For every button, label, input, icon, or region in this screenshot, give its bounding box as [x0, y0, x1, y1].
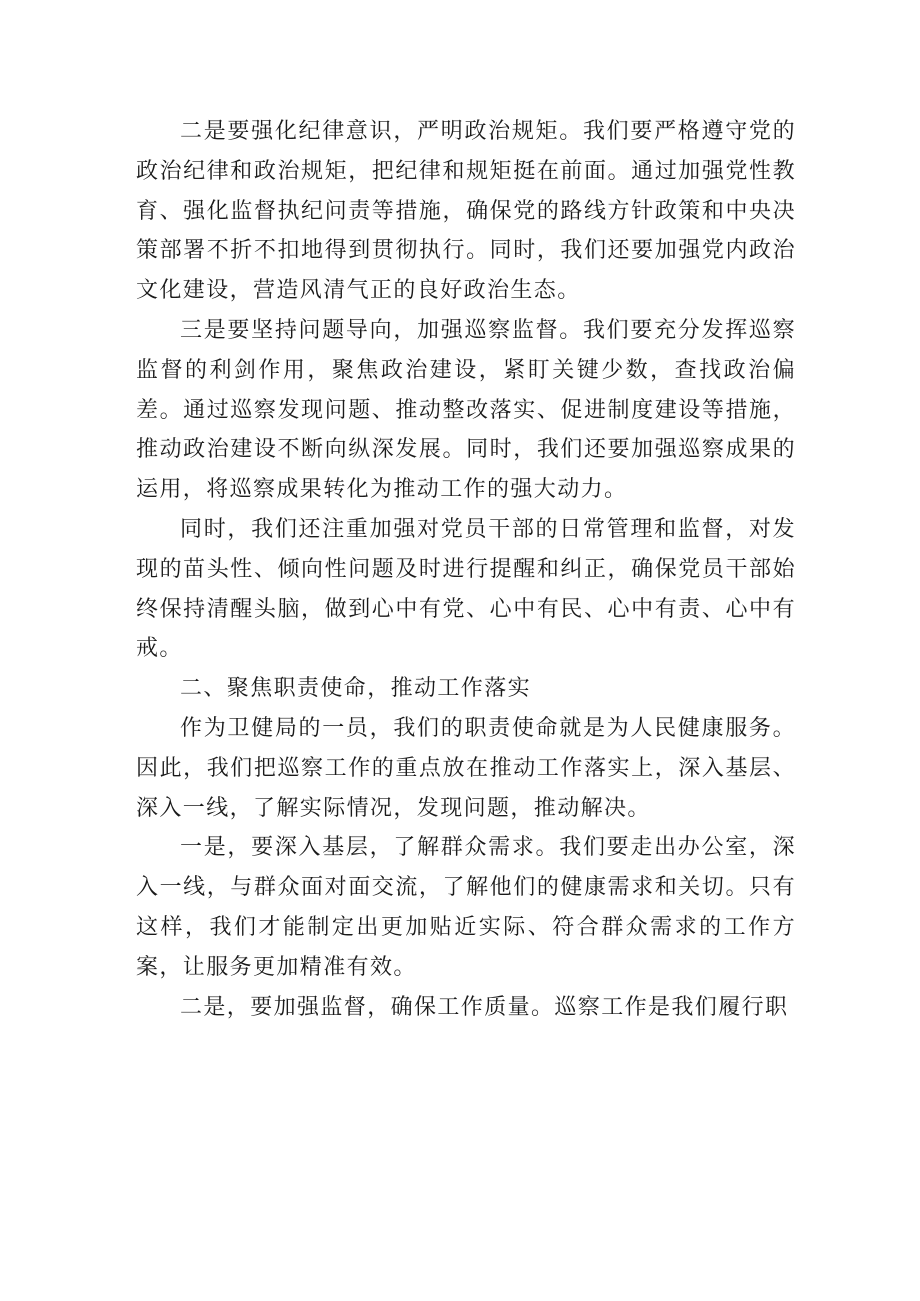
paragraph-inspection-supervision: 三是要坚持问题导向，加强巡察监督。我们要充分发挥巡察监督的利剑作用，聚焦政治建设，紧盯关键少数，查找政治偏差。通过巡察发现问题、推动整改落实、促进制度建设等措施，推动政治建设不断向纵深发展。同时，我们还要加强巡察成果的运用，将巡察成果转化为推动工作的强大动力。	[136, 317, 796, 503]
paragraph-supervision-quality: 二是，要加强监督，确保工作质量。巡察工作是我们履行职	[180, 994, 789, 1020]
paragraph-duty-mission: 作为卫健局的一员，我们的职责使命就是为人民健康服务。因此，我们把巡察工作的重点放在推动工作落实上，深入基层、深入一线，了解实际情况，发现问题，推动解决。	[136, 715, 796, 821]
paragraph-discipline: 二是要强化纪律意识，严明政治规矩。我们要严格遵守党的政治纪律和政治规矩，把纪律和规矩挺在前面。通过加强党性教育、强化监督执纪问责等措施，确保党的路线方针政策和中央决策部署不折不扣地得到贯彻执行。同时，我们还要加强党内政治文化建设，营造风清气正的良好政治生态。	[136, 119, 796, 304]
paragraph-daily-management: 同时，我们还注重加强对党员干部的日常管理和监督，对发现的苗头性、倾向性问题及时进行提醒和纠正，确保党员干部始终保持清醒头脑，做到心中有党、心中有民、心中有责、心中有戒。	[136, 516, 796, 662]
document-body	[136, 112, 796, 1027]
section-heading: 二、聚焦职责使命，推动工作落实	[180, 676, 532, 702]
paragraph-grassroots: 一是，要深入基层，了解群众需求。我们要走出办公室，深入一线，与群众面对面交流，了解他们的健康需求和关切。只有这样，我们才能制定出更加贴近实际、符合群众需求的工作方案，让服务更加精准有效。	[136, 835, 796, 980]
